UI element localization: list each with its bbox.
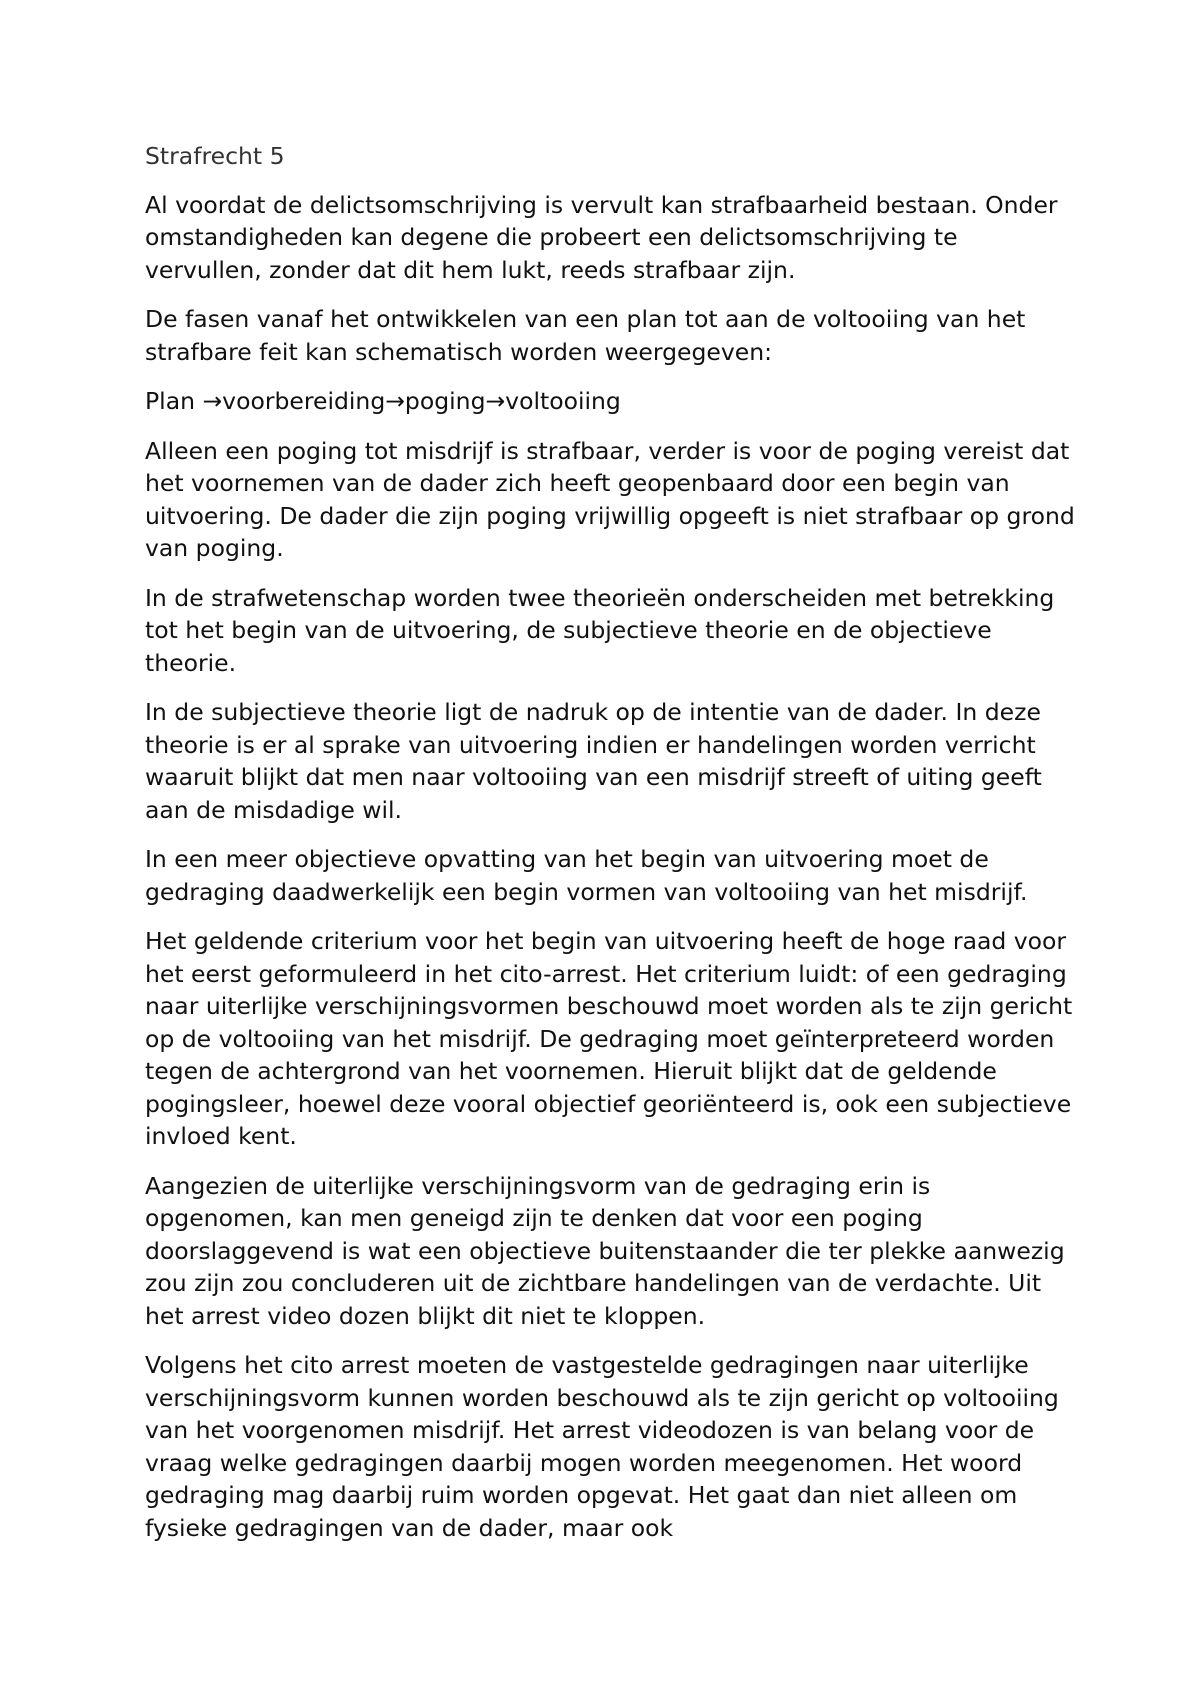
paragraph-2: De fasen vanaf het ontwikkelen van een plan tot aan de voltooiing van het strafbare feit kan schematisch worden weergegeven: <box>145 305 1026 366</box>
paragraph-9: Aangezien de uiterlijke verschijningsvorm van de gedraging erin is opgenomen, kan men geneigd zijn te denken dat voor een poging doorslaggevend is wat een objectieve buitenstaander die ter plekke aanwezig zou zijn zou concluderen uit de zichtbare handelingen van de verdachte. Uit het arrest video dozen blijkt dit niet te kloppen. <box>145 1171 1065 1330</box>
paragraph-6: In de subjectieve theorie ligt de nadruk op de intentie van de dader. In deze theorie is er al sprake van uitvoering indien er handelingen worden verricht waaruit blijkt dat men naar voltooiing van een misdrijf streeft of uiting geeft aan de misdadige wil. <box>145 698 1042 824</box>
document-title: Strafrecht 5 <box>145 142 285 170</box>
paragraph-10: Volgens het cito arrest moeten de vastgestelde gedragingen naar uiterlijke verschijningsvorm kunnen worden beschouwd als te zijn gericht op voltooiing van het voorgenomen misdrijf. Het arrest videodozen is van belang voor de vraag welke gedragingen daarbij mogen worden meegenomen. Het woord gedraging mag daarbij ruim worden opgevat. Het gaat dan niet alleen om fysieke gedragingen van de dader, maar ook <box>145 1351 1059 1542</box>
paragraph-8: Het geldende criterium voor het begin van uitvoering heeft de hoge raad voor het eerst geformuleerd in het cito-arrest. Het criterium luidt: of een gedraging naar uiterlijke verschijningsvormen beschouwd moet worden als te zijn gericht op de voltooiing van het misdrijf. De gedraging moet geïnterpreteerd worden tegen de achtergrond van het voornemen. Hieruit blijkt dat de geldende pogingsleer, hoewel deze vooral objectief georiënteerd is, ook een subjectieve invloed kent. <box>145 927 1073 1150</box>
paragraph-4: Alleen een poging tot misdrijf is strafbaar, verder is voor de poging vereist dat het voornemen van de dader zich heeft geopenbaard door een begin van uitvoering. De dader die zijn poging vrijwillig opgeeft is niet strafbaar op grond van poging. <box>145 436 1075 562</box>
paragraph-1: Al voordat de delictsomschrijving is vervult kan strafbaarheid bestaan. Onder omstandigheden kan degene die probeert een delictsomschrijving te vervullen, zonder dat dit hem lukt, reeds strafbaar zijn. <box>145 190 1058 284</box>
paragraph-7: In een meer objectieve opvatting van het begin van uitvoering moet de gedraging daadwerkelijk een begin vormen van voltooiing van het misdrijf. <box>145 845 1028 906</box>
paragraph-3: Plan →voorbereiding→poging→voltooiing <box>145 387 621 415</box>
paragraph-5: In de strafwetenschap worden twee theorieën onderscheiden met betrekking tot het begin van de uitvoering, de subjectieve theorie en de objectieve theorie. <box>145 583 1055 677</box>
document-body <box>145 140 1075 1561</box>
